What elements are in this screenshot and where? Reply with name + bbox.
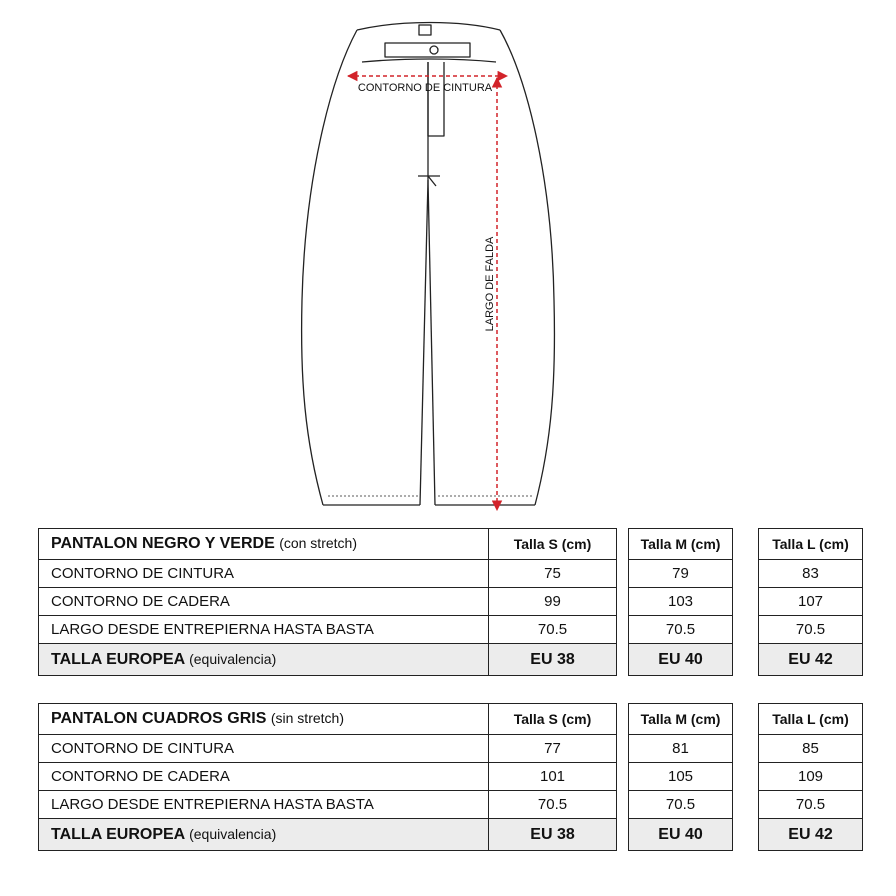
value-l: 70.5 (759, 616, 863, 644)
table-row (39, 560, 863, 588)
table-row (39, 735, 863, 763)
size-table-cuadros-gris (38, 703, 863, 851)
size-table-negro-verde (38, 528, 863, 676)
row-label: LARGO DESDE ENTREPIERNA HASTA BASTA (39, 616, 489, 644)
value-s: 70.5 (489, 791, 617, 819)
eu-size-row (39, 644, 863, 676)
eu-value-l: EU 42 (759, 819, 863, 851)
table-row (39, 588, 863, 616)
column-gap (733, 644, 759, 676)
size-l-header: Talla L (cm) (759, 529, 863, 560)
column-gap (617, 529, 629, 560)
table-row (39, 616, 863, 644)
value-l: 85 (759, 735, 863, 763)
column-gap (617, 588, 629, 616)
eu-value-s: EU 38 (489, 819, 617, 851)
column-gap (617, 735, 629, 763)
eu-value-m: EU 40 (629, 819, 733, 851)
column-gap (733, 735, 759, 763)
eu-label: TALLA EUROPEA (51, 650, 185, 668)
value-m: 70.5 (629, 616, 733, 644)
column-gap (733, 560, 759, 588)
row-label: CONTORNO DE CADERA (39, 588, 489, 616)
column-gap (617, 616, 629, 644)
column-gap (733, 763, 759, 791)
value-l: 109 (759, 763, 863, 791)
column-gap (733, 819, 759, 851)
size-l-header: Talla L (cm) (759, 704, 863, 735)
pants-outline (302, 23, 555, 506)
eu-value-m: EU 40 (629, 644, 733, 676)
column-gap (617, 763, 629, 791)
table-row (39, 791, 863, 819)
eu-label-cell (39, 819, 489, 851)
value-s: 75 (489, 560, 617, 588)
table-note: (sin stretch) (270, 710, 344, 726)
value-m: 79 (629, 560, 733, 588)
size-s-header: Talla S (cm) (489, 529, 617, 560)
value-l: 70.5 (759, 791, 863, 819)
value-m: 70.5 (629, 791, 733, 819)
eu-value-s: EU 38 (489, 644, 617, 676)
eu-value-l: EU 42 (759, 644, 863, 676)
table-title-cell (39, 704, 489, 735)
row-label: LARGO DESDE ENTREPIERNA HASTA BASTA (39, 791, 489, 819)
column-gap (617, 560, 629, 588)
value-s: 70.5 (489, 616, 617, 644)
column-gap (617, 644, 629, 676)
row-label: CONTORNO DE CINTURA (39, 735, 489, 763)
column-gap (733, 588, 759, 616)
value-s: 99 (489, 588, 617, 616)
column-gap (617, 819, 629, 851)
table-title: PANTALON NEGRO Y VERDE (51, 535, 275, 552)
value-s: 77 (489, 735, 617, 763)
column-gap (733, 704, 759, 735)
value-s: 101 (489, 763, 617, 791)
length-measure-label: LARGO DE FALDA (484, 236, 496, 332)
value-l: 83 (759, 560, 863, 588)
eu-label: TALLA EUROPEA (51, 825, 185, 843)
column-gap (733, 791, 759, 819)
eu-note: (equivalencia) (189, 650, 277, 667)
column-gap (733, 529, 759, 560)
table-note: (con stretch) (279, 535, 357, 551)
eu-size-row (39, 819, 863, 851)
value-m: 105 (629, 763, 733, 791)
row-label: CONTORNO DE CINTURA (39, 560, 489, 588)
column-gap (617, 704, 629, 735)
table-header-row (39, 704, 863, 735)
row-label: CONTORNO DE CADERA (39, 763, 489, 791)
table-header-row (39, 529, 863, 560)
value-l: 107 (759, 588, 863, 616)
table-title: PANTALON CUADROS GRIS (51, 710, 267, 727)
table-title-cell (39, 529, 489, 560)
column-gap (733, 616, 759, 644)
size-s-header: Talla S (cm) (489, 704, 617, 735)
eu-note: (equivalencia) (189, 825, 277, 842)
waist-measure-label: CONTORNO DE CINTURA (357, 82, 493, 94)
eu-label-cell (39, 644, 489, 676)
size-m-header: Talla M (cm) (629, 529, 733, 560)
column-gap (617, 791, 629, 819)
value-m: 81 (629, 735, 733, 763)
size-m-header: Talla M (cm) (629, 704, 733, 735)
table-row (39, 763, 863, 791)
value-m: 103 (629, 588, 733, 616)
